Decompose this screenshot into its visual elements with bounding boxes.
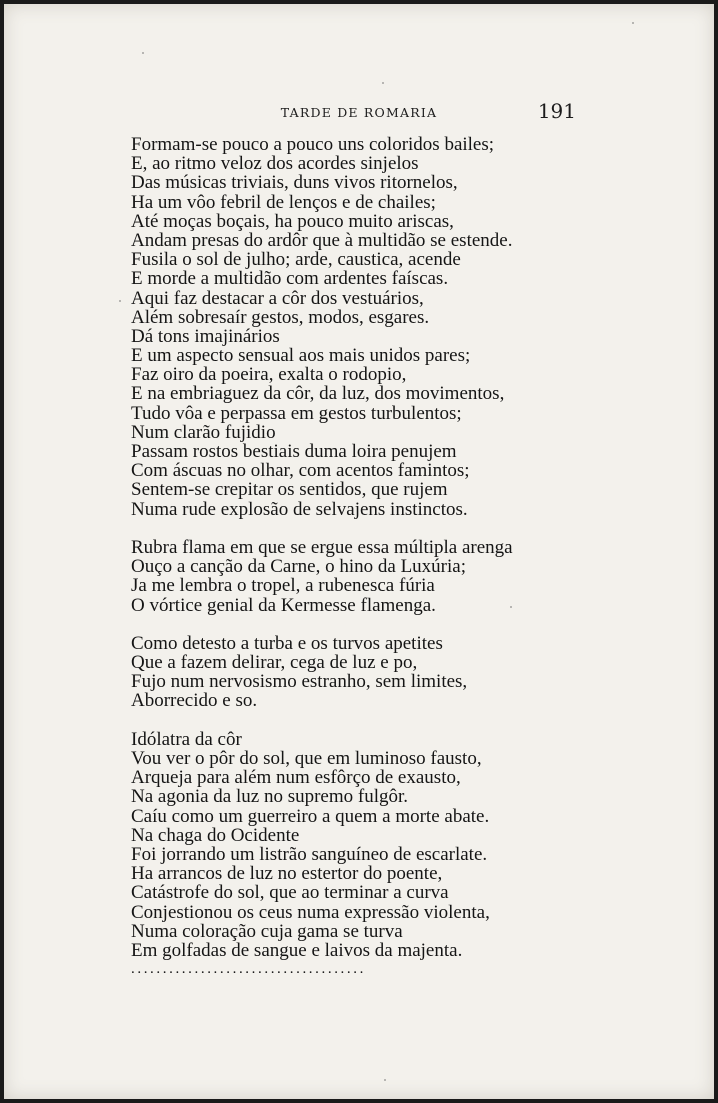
verse-line: Andam presas do ardôr que à multidão se estende. [131,229,513,251]
running-title: TARDE DE ROMARIA [280,105,438,120]
verse-line: Arqueja para além num esfôrço de exausto, [131,767,461,789]
poem-text [131,135,691,998]
verse-line: Fusila o sol de julho; arde, caustica, acende [131,249,461,271]
verse-line: Faz oiro da poeira, exalta o rodopio, [131,364,407,386]
verse-line: Vou ver o pôr do sol, que em luminoso fausto, [131,748,482,769]
verse-line: Na agonia da luz no supremo fulgôr. [131,786,409,808]
verse-line: Formam-se pouco a pouco uns coloridos bailes; [131,134,495,155]
verse-line: Além sobresaír gestos, modos, esgares. [131,306,430,328]
paper-speck [510,606,512,608]
verse-line: Catástrofe do sol, que ao terminar a curva [131,882,449,904]
verse-line: Aborrecido e so. [131,690,258,712]
stanza-1 [131,135,691,519]
verse-line: Fujo num nervosismo estranho, sem limites, [131,671,468,693]
verse-line: Idólatra da côr [131,728,242,750]
verse-line: Conjestionou os ceus numa expressão violenta, [131,901,490,923]
verse-line: Rubra flama em que se ergue essa múltipla arenga [131,536,513,558]
verse-line: Ha arrancos de luz no estertor do poente, [131,863,443,885]
verse-line: Na chaga do Ocidente [131,824,300,846]
verse-line: Passam rostos bestiais duma loira penujem [131,441,457,462]
verse-line: E um aspecto sensual aos mais unidos pares; [131,345,471,367]
verse-line: E, ao ritmo veloz dos acordes sinjelos [131,153,419,175]
verse-line: Que a fazem delirar, cega de luz e po, [131,652,418,674]
verse-line: Até moças boçais, ha pouco muito ariscas, [131,210,454,232]
verse-line: Aqui faz destacar a côr dos vestuários, [131,287,424,309]
verse-line: Ja me lembra o tropel, a rubenesca fúria [131,575,435,597]
stanza-2 [131,538,691,615]
verse-line: Ha um vôo febril de lenços e de chailes; [131,191,436,213]
verse-line: O vórtice genial da Kermesse flamenga. [131,594,436,616]
verse-line: Caíu como um guerreiro a quem a morte abate. [131,805,490,827]
paper-speck [632,22,634,24]
verse-line: Dá tons imajinários [131,325,280,347]
verse-line: E morde a multidão com ardentes faíscas. [131,268,449,290]
verse-line: Com áscuas no olhar, com acentos famintos; [131,460,470,482]
verse-line: Em golfadas de sangue e laivos da majenta. [131,939,463,961]
verse-line: Das músicas triviais, duns vivos ritornelos, [131,172,458,194]
book-page [4,4,714,1099]
verse-line: Como detesto a turba e os turvos apetites [131,632,443,654]
verse-line: Tudo vôa e perpassa em gestos turbulentos; [131,402,462,424]
paper-speck [142,52,144,54]
verse-line: Numa coloração cuja gama se turva [131,920,403,942]
paper-speck [382,82,384,84]
paper-speck [119,300,121,302]
page-header [4,99,714,126]
verse-line: E na embriaguez da côr, da luz, dos movimentos, [131,383,505,405]
verse-line: Sentem-se crepitar os sentidos, que rujem [131,479,448,501]
paper-speck [384,1079,386,1081]
stanza-3 [131,634,691,711]
verse-line: Numa rude explosão de selvajens instinctos. [131,498,468,520]
page-number: 191 [537,99,576,123]
verse-line: Ouço a canção da Carne, o hino da Luxúria; [131,556,467,578]
verse-line: Num clarão fujidio [131,421,276,443]
verse-line: Foi jorrando um listrão sanguíneo de escarlate. [131,843,488,865]
stanza-4 [131,730,691,979]
closing-dots: ..................................... [131,961,366,978]
